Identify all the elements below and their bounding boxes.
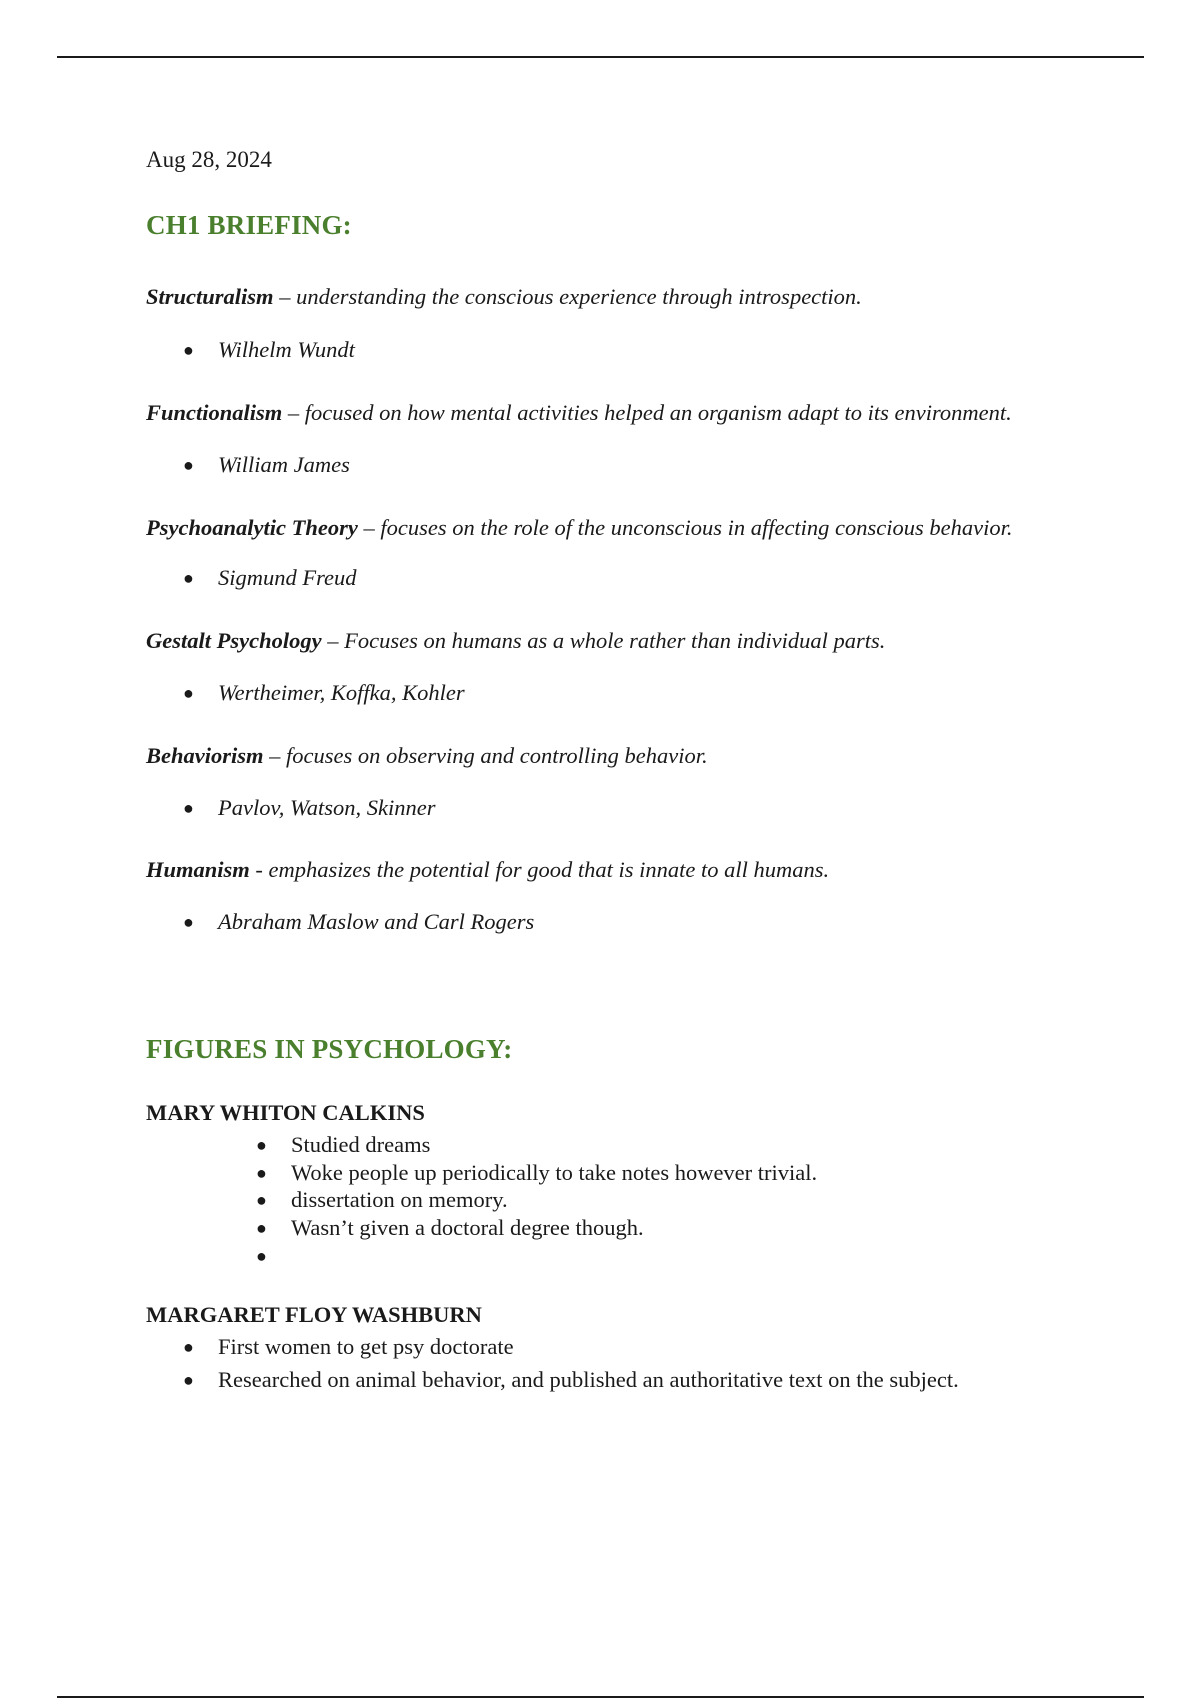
term-definition: focuses on observing and controlling behavior. [286,743,708,768]
list-item-text: First women to get psy doctorate [218,1334,514,1359]
bullet-icon: ● [183,798,194,818]
bullet-icon: ● [183,340,194,360]
bullet-icon: ● [183,912,194,932]
bullet-icon: ● [256,1218,267,1238]
term-separator: – [273,284,297,309]
term-separator: – [263,743,287,768]
bullet-icon: ● [256,1163,267,1183]
figure-name-margaret-floy-washburn: MARGARET FLOY WASHBURN [146,1302,482,1327]
term-line-behaviorism [146,742,708,770]
term-line-psychoanalytic-theory [146,514,1013,542]
section-heading-ch1-briefing: CH1 BRIEFING: [146,210,352,240]
term: Gestalt Psychology [146,628,322,653]
list-item-text: Woke people up periodically to take notes however trivial. [291,1160,818,1185]
term-definition: understanding the conscious experience through introspection. [296,284,862,309]
term-definition: focuses on the role of the unconscious in affecting conscious behavior. [380,515,1013,540]
bullet-icon: ● [256,1246,267,1266]
section-heading-figures-in-psychology: FIGURES IN PSYCHOLOGY: [146,1034,513,1064]
list-item-text: Wertheimer, Koffka, Kohler [218,680,465,705]
term-separator: – [282,400,305,425]
term: Functionalism [146,400,283,425]
term-definition: emphasizes the potential for good that is innate to all humans. [268,857,830,882]
bullet-icon: ● [183,1370,194,1390]
bullet-icon: ● [256,1190,267,1210]
bullet-icon: ● [183,1337,194,1357]
term: Psychoanalytic Theory [146,515,358,540]
list-item-text: Wasn’t given a doctoral degree though. [291,1215,644,1240]
term-separator: – [321,628,345,653]
term-line-functionalism [146,399,1012,427]
bullet-icon: ● [183,568,194,588]
term-definition: focused on how mental activities helped an organism adapt to its environment. [304,400,1012,425]
list-item-text: Wilhelm Wundt [218,337,355,362]
term: Humanism [146,857,250,882]
list-item-text: dissertation on memory. [291,1187,508,1212]
list-item-text: Pavlov, Watson, Skinner [218,795,436,820]
bullet-icon: ● [183,683,194,703]
bullet-icon: ● [183,455,194,475]
list-item-text: Sigmund Freud [218,565,357,590]
list-item-text: Abraham Maslow and Carl Rogers [218,909,535,934]
term: Structuralism [146,284,274,309]
figure-name-mary-whiton-calkins: MARY WHITON CALKINS [146,1100,425,1125]
header-rule [57,56,1144,58]
list-item-text: Studied dreams [291,1132,431,1157]
document-date: Aug 28, 2024 [146,147,272,172]
term-line-humanism [146,856,829,884]
list-item-text: William James [218,452,350,477]
term-line-gestalt-psychology [146,627,885,655]
term-line-structuralism [146,283,862,311]
term-separator: - [249,857,269,882]
term-definition: Focuses on humans as a whole rather than individual parts. [344,628,886,653]
term-separator: – [357,515,381,540]
bullet-icon: ● [256,1135,267,1155]
term: Behaviorism [146,743,264,768]
list-item-text: Researched on animal behavior, and published an authoritative text on the subject. [218,1367,959,1392]
footer-rule [57,1696,1144,1698]
